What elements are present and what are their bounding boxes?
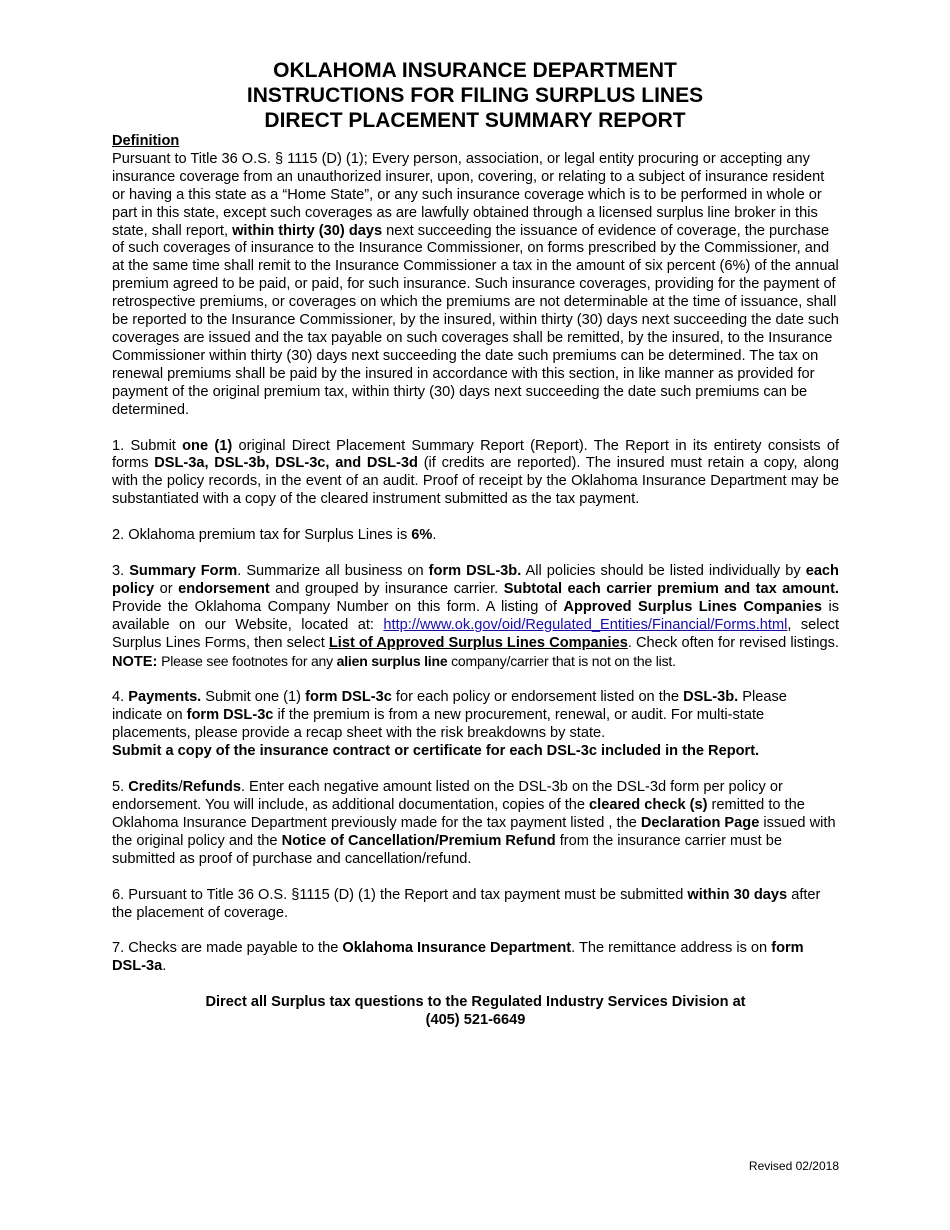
forms-link[interactable]: http://www.ok.gov/oid/Regulated_Entities/Financial/Forms.html	[383, 616, 788, 633]
item1-text: original Direct Placement Summary Report (Report). The Report in its entirety consists of forms	[112, 437, 840, 472]
title-line-2: INSTRUCTIONS FOR FILING SURPLUS LINES	[246, 84, 704, 107]
document-title	[0, 58, 950, 133]
item3-bold: each policy	[112, 563, 839, 597]
item4-text: for each policy or endorsement listed on the	[391, 689, 684, 706]
item1-forms: DSL-3a, DSL-3b, DSL-3c, and DSL-3d	[154, 455, 418, 472]
item3-text: Please see footnotes for any	[157, 652, 337, 669]
item5-bold: Declaration Page	[640, 814, 760, 831]
item6-text: 6. Pursuant to Title 36 O.S. §1115 (D) (1) the Report and tax payment must be submitted	[112, 886, 688, 903]
item3-bold: endorsement	[178, 580, 270, 597]
definition-heading: Definition	[112, 133, 180, 149]
item4-requirement: Submit a copy of the insurance contract or certificate for each DSL-3c included in the Report.	[112, 743, 760, 760]
title-line-3: DIRECT PLACEMENT SUMMARY REPORT	[264, 109, 686, 132]
item3-bold: Subtotal each carrier premium and tax amount.	[503, 580, 839, 597]
item3-text: . Check often for revised listings.	[627, 634, 839, 651]
item3-text: and grouped by insurance carrier.	[269, 580, 504, 597]
item3-text: , select Surplus Lines Forms, then select	[112, 616, 840, 651]
item7-text: . The remittance address is on	[571, 940, 772, 957]
item4-bold: Payments.	[128, 689, 202, 706]
item4-text: Please indicate on	[112, 689, 787, 724]
contact-line-1: Direct all Surplus tax questions to the Regulated Industry Services Division at	[205, 994, 746, 1011]
revision-date: Revised 02/2018	[748, 1159, 839, 1173]
definition-text: Pursuant to Title 36 O.S. § 1115 (D) (1); Every person, association, or legal entity procuring or accepting any insurance coverage from an unauthorized insurer, upon, covering, or relating to a subject of insurance resident or having a this state as a “Home State”, or any such insurance coverage which is to be performed in whole or part in this state, except such coverages as are lawfully obtained through a licensed surplus line broker in this state, shall report,	[112, 150, 825, 239]
item7-bold: Oklahoma Insurance Department	[342, 940, 572, 957]
item1-bold: one (1)	[182, 437, 233, 454]
item2-text: 2. Oklahoma premium tax for Surplus Lines is	[112, 527, 412, 544]
instruction-item-6	[112, 887, 839, 923]
item3-text: All policies should be listed individually by	[521, 563, 806, 580]
item7-text: 7. Checks are made payable to the	[112, 940, 343, 957]
item5-text: . Enter each negative amount listed on the DSL-3b on the DSL-3d form per policy or endorsement. You will include, as additional documentation, copies of the	[112, 779, 783, 813]
instruction-item-7	[112, 940, 839, 976]
item2-text: .	[432, 527, 437, 544]
item1-text: (if credits are reported). The insured must retain a copy, along with the policy records, in the event of an audit. Proof of receipt by the Oklahoma Insurance Department may be substantiated with a copy of the cleared instrument submitted as the tax payment.	[112, 455, 839, 508]
item5-bold: Refunds	[182, 779, 241, 796]
item3-list-title: List of Approved Surplus Lines Companies	[328, 634, 628, 651]
definition-paragraph	[112, 151, 839, 420]
item4-bold: DSL-3b.	[683, 689, 739, 706]
document-body	[112, 133, 839, 1030]
item5-text: issued with the original policy and the	[112, 814, 836, 849]
contact-phone: (405) 521-6649	[425, 1012, 526, 1029]
instruction-item-4	[112, 689, 839, 761]
instruction-item-1	[112, 438, 839, 510]
definition-emphasis: within thirty (30) days	[232, 222, 383, 239]
item1-text: 1. Submit	[112, 437, 183, 454]
item4-bold: form DSL-3c	[186, 707, 274, 724]
item3-text: . Summarize all business on	[237, 563, 429, 580]
definition-text-cont: next succeeding the issuance of evidence of coverage, the purchase of such coverages of insurance to the Insurance Commissioner, on forms prescribed by the Commissioner, and at the same time shall remit to the Insurance Commissioner a tax in the amount of six percent (6%) of the annual premium agreed to be paid, or paid, for such insurance. Such insurance coverages, providing for the payment of retrospective premiums, or coverages on which the premiums are not determinable at the time of issuance, shall be reported to the Insurance Commissioner, by the insured, within thirty (30) days next succeeding the date such coverages are issued and the tax payable on such coverages shall be remitted, by the insured, to the Insurance Commissioner within thirty (30) days next succeeding the date such premiums can be determined. The tax on renewal premiums shall be paid by the insured in accordance with this section, in like manner as provided for payment of the original premium tax, within thirty (30) days next succeeding the date such premiums can be determined.	[112, 222, 839, 418]
instruction-item-5	[112, 779, 839, 869]
item5-text: /	[178, 779, 183, 796]
item5-bold: Notice of Cancellation/Premium Refund	[281, 832, 556, 849]
item3-text: company/carrier that is not on the list.	[447, 652, 676, 669]
instruction-item-3	[112, 563, 839, 671]
item3-text: Provide the Oklahoma Company Number on this form. A listing of	[112, 598, 564, 615]
item6-bold: within 30 days	[687, 886, 788, 903]
item3-text: is available on our Website, located at:	[112, 598, 839, 633]
item3-text: 3.	[112, 563, 130, 580]
item7-text: .	[162, 958, 167, 975]
item4-text: if the premium is from a new procurement, renewal, or audit. For multi-state placements, please provide a recap sheet with the risk breakdowns by state.	[112, 707, 765, 742]
instruction-item-2	[112, 527, 839, 545]
item4-text: 4.	[112, 689, 129, 706]
item3-bold: alien surplus line	[336, 652, 448, 669]
item4-bold: form DSL-3c	[305, 689, 392, 706]
item5-bold: cleared check (s)	[589, 797, 708, 813]
item3-text: or	[154, 580, 179, 597]
item5-text: from the insurance carrier must be submitted as proof of purchase and cancellation/refund.	[112, 832, 782, 867]
item5-text: 5.	[112, 779, 129, 796]
contact-block	[112, 994, 839, 1030]
item4-text: Submit one (1)	[201, 689, 306, 706]
item2-rate: 6%	[411, 527, 433, 544]
item3-bold: Approved Surplus Lines Companies	[563, 598, 822, 615]
item6-text: after the placement of coverage.	[112, 886, 821, 921]
item7-bold: form DSL-3a	[112, 940, 804, 975]
item3-bold: Summary Form	[129, 563, 238, 580]
item5-bold: Credits	[128, 779, 179, 796]
item3-note: NOTE:	[112, 653, 158, 670]
item5-text: remitted to the Oklahoma Insurance Department previously made for the tax payment listed , the	[112, 797, 805, 831]
title-line-1: OKLAHOMA INSURANCE DEPARTMENT	[273, 59, 677, 82]
item3-bold: form DSL-3b.	[428, 563, 522, 580]
